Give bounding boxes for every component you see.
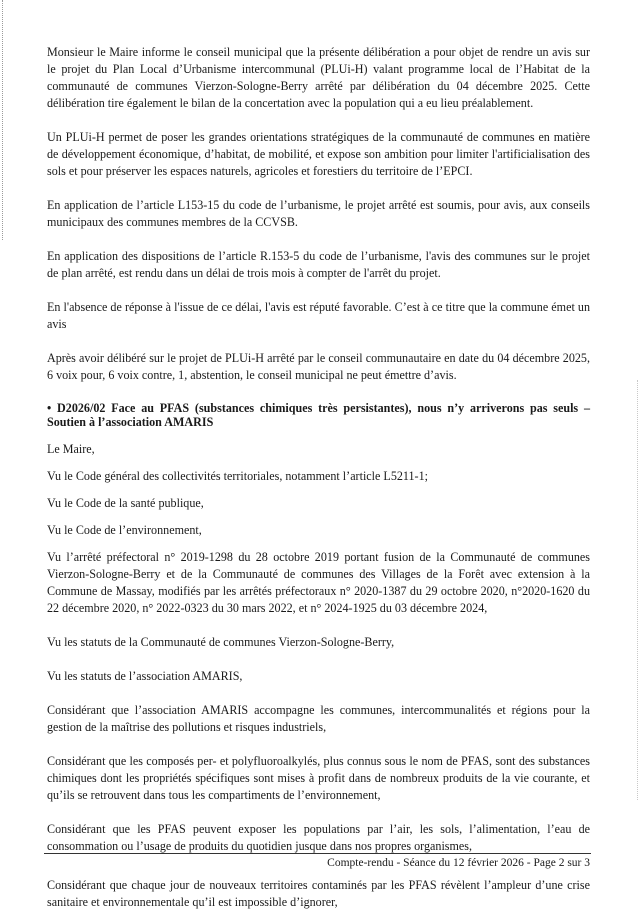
paragraph-le-maire: Le Maire, (47, 442, 95, 456)
paragraph-vu-sante-publique: Vu le Code de la santé publique, (47, 496, 204, 510)
paragraph-vu-environnement: Vu le Code de l’environnement, (47, 523, 202, 537)
scan-margin-mark-right (637, 380, 639, 800)
section-heading-d2026-02: • D2026/02 Face au PFAS (substances chimiques très persistantes), nous n’y arriverons pas seuls – Soutien à l’association AMARIS (47, 401, 590, 429)
paragraph-article-r153-5: En application des dispositions de l’article R.153-5 du code de l’urbanisme, l'avis des communes sur le projet de plan arrêté, est rendu dans un délai de trois mois à compter de l'arrêt du projet. (47, 249, 590, 280)
paragraph-intro-plui: Monsieur le Maire informe le conseil municipal que la présente délibération a pour objet de rendre un avis sur le projet du Plan Local d’Urbanisme intercommunal (PLUi-H) valant programme local de l’Habitat de la communauté de communes Vierzon-Sologne-Berry arrêté par délibération du 04 décembre 2025. Cette délibération tire également le bilan de la concertation avec la population qui a eu lieu préalablement. (47, 45, 590, 110)
paragraph-vu-statuts-amaris: Vu les statuts de l’association AMARIS, (47, 669, 243, 683)
footer-page-info: Compte-rendu - Séance du 12 février 2026 - Page 2 sur 3 (327, 857, 590, 869)
paragraph-considerant-crise-sanitaire: Considérant que chaque jour de nouveaux territoires contaminés par les PFAS révèlent l’ampleur d’une crise sanitaire et environnementale qu’il est impossible d’ignorer, (47, 878, 590, 909)
paragraph-considerant-pfas-exposition: Considérant que les PFAS peuvent exposer les populations par l’air, les sols, l’alimentation, l’eau de consommation ou l’usage de produits du quotidien jusque dans nos propres organismes, (47, 822, 590, 853)
document-page (47, 44, 590, 911)
paragraph-vu-arrete-prefectoral: Vu l’arrêté préfectoral n° 2019-1298 du 28 octobre 2019 portant fusion de la Communauté de communes Vierzon-Sologne-Berry et de la Communauté de communes des Villages de la Forêt avec extension à la Commune de Massay, modifiés par les arrêtés préfectoraux n° 2020-1387 du 29 octobre 2020, n°2020-1620 du 22 décembre 2020, n° 2022-0323 du 30 mars 2022, et n° 2024-1925 du 03 décembre 2024, (47, 550, 590, 615)
paragraph-vu-cgct: Vu le Code général des collectivités territoriales, notamment l’article L5211-1; (47, 469, 428, 483)
scan-margin-mark-left (2, 0, 4, 240)
paragraph-plui-definition: Un PLUi-H permet de poser les grandes orientations stratégiques de la communauté de communes en matière de développement économique, d’habitat, de mobilité, et expose son ambition pour limiter l'artificialisation des sols et pour préserver les espaces naturels, agricoles et forestiers du territoire de l’EPCI. (47, 130, 590, 178)
footer-divider (44, 853, 591, 854)
paragraph-absence-reponse: En l'absence de réponse à l'issue de ce délai, l'avis est réputé favorable. C’est à ce titre que la commune émet un avis (47, 300, 590, 331)
paragraph-article-l153-15: En application de l’article L153-15 du code de l’urbanisme, le projet arrêté est soumis, pour avis, aux conseils municipaux des communes membres de la CCVSB. (47, 198, 590, 229)
paragraph-considerant-amaris: Considérant que l’association AMARIS accompagne les communes, intercommunalités et régions pour la gestion de la maîtrise des pollutions et risques industriels, (47, 703, 590, 734)
paragraph-vote-result: Après avoir délibéré sur le projet de PLUi-H arrêté par le conseil communautaire en date du 04 décembre 2025, 6 voix pour, 6 voix contre, 1, abstention, le conseil municipal ne peut émettre d’avis. (47, 351, 590, 382)
paragraph-vu-statuts-ccvsb: Vu les statuts de la Communauté de communes Vierzon-Sologne-Berry, (47, 635, 395, 649)
paragraph-considerant-pfas-composes: Considérant que les composés per- et polyfluoroalkylés, plus connus sous le nom de PFAS, sont des substances chimiques dont les propriétés spécifiques sont mises à profit dans de nombreux produits de la vie courante, et qu’ils se retrouvent dans tous les compartiments de l’environnement, (47, 754, 590, 802)
